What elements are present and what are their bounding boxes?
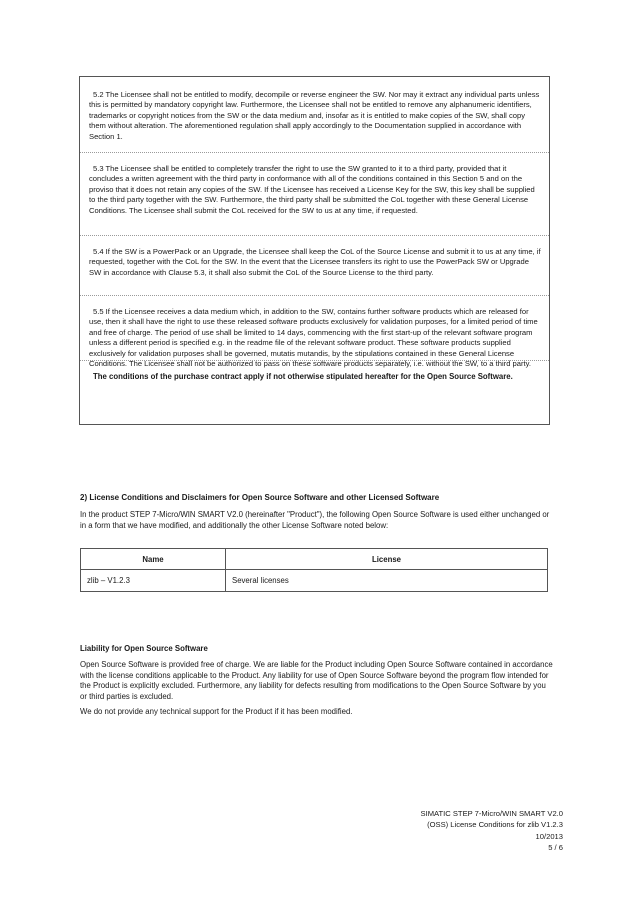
section-2-heading: 2) License Conditions and Disclaimers for Open Source Software and other Licensed Software (80, 493, 440, 502)
table-header-row (81, 549, 548, 570)
license-terms-box (79, 76, 550, 425)
page-footer (421, 808, 563, 853)
section-2-intro: In the product STEP 7-Micro/WIN SMART V2.0 (hereinafter "Product"), the following Open Source Software is used either unchanged or in a form that we have modified, and additionally the other License Software noted below: (80, 510, 550, 530)
column-header-license: License (226, 549, 548, 570)
clause-5-5: 5.5 If the Licensee receives a data medium which, in addition to the SW, contains further software products which are released for use, then it shall have the right to use these released software products exclusively for validation purposes, for a limited period of time and free of charge. The period of use shall be limited to 14 days, commencing with the first start-up of the relevant software program unless a different period is specified e.g. in the readme file of the relevant software product. These software products supplied exclusively for validation purposes shall be governed, mutatis mutandis, by the stipulations contained in these General License Conditions. The Licensee shall not be authorized to pass on these software products separately, i.e. without the SW, to a third party. (89, 307, 538, 369)
footer-date: 10/2013 (535, 831, 563, 841)
clause-5-3: 5.3 The Licensee shall be entitled to completely transfer the right to use the SW granted to it to a third party, provided that it concludes a written agreement with the third party in conformance with all of the conditions contained in this Section 5 and on the proviso that it does not retain any copies of the SW. If the Licensee has received a License Key for the SW, this key shall be supplied to the third party together with the SW. Furthermore, the third party shall be submitted the CoL together with these General License Conditions. The Licensee shall submit the CoL received for the SW to us at any time, if requested. (89, 164, 535, 215)
divider (80, 152, 549, 153)
table-row (81, 570, 548, 592)
liability-heading: Liability for Open Source Software (80, 644, 208, 653)
oss-license-table (80, 548, 548, 592)
clause-5-4: 5.4 If the SW is a PowerPack or an Upgrade, the Licensee shall keep the CoL of the Source License and submit it to us at any time, if requested, together with the CoL for the SW. In the event that the Licensee transfers its right to use the PowerPack SW or Upgrade SW in accordance with Clause 5.3, it shall also submit the CoL of the Source License to the third party. (89, 247, 541, 277)
divider (80, 360, 549, 361)
purchase-contract-note: The conditions of the purchase contract apply if not otherwise stipulated hereafter for the Open Source Software. (93, 372, 513, 381)
liability-paragraph: Open Source Software is provided free of charge. We are liable for the Product including Open Source Software contained in accordance with the license conditions applicable to the Product. Any liability for use of Open Source Software beyond the program flow intended for the Product is explicitly excluded. Furthermore, any liability for defects resulting from modifications to the Open Source Software by you or third parties is excluded. (80, 660, 553, 701)
footer-product: SIMATIC STEP 7-Micro/WIN SMART V2.0 (420, 809, 563, 818)
support-paragraph: We do not provide any technical support for the Product if it has been modified. (80, 707, 353, 716)
divider (80, 235, 549, 236)
cell-name: zlib – V1.2.3 (81, 570, 226, 592)
divider (80, 295, 549, 296)
column-header-name: Name (81, 549, 226, 570)
footer-page-number: 5 / 6 (548, 842, 563, 852)
footer-document: (OSS) License Conditions for zlib V1.2.3 (427, 820, 563, 830)
cell-license: Several licenses (226, 570, 548, 592)
clause-5-2: 5.2 The Licensee shall not be entitled to modify, decompile or reverse engineer the SW. Nor may it extract any individual parts unless this is permitted by mandatory copyright law. Furthermore, the Licensee shall not be entitled to remove any alphanumeric identifiers, trademarks or copyright notices from the SW or the data medium and, insofar as it is entitled to make copies of the SW, shall copy them without alteration. The aforementioned regulation shall apply accordingly to the Documentation supplied in accordance with Section 1. (89, 90, 540, 141)
